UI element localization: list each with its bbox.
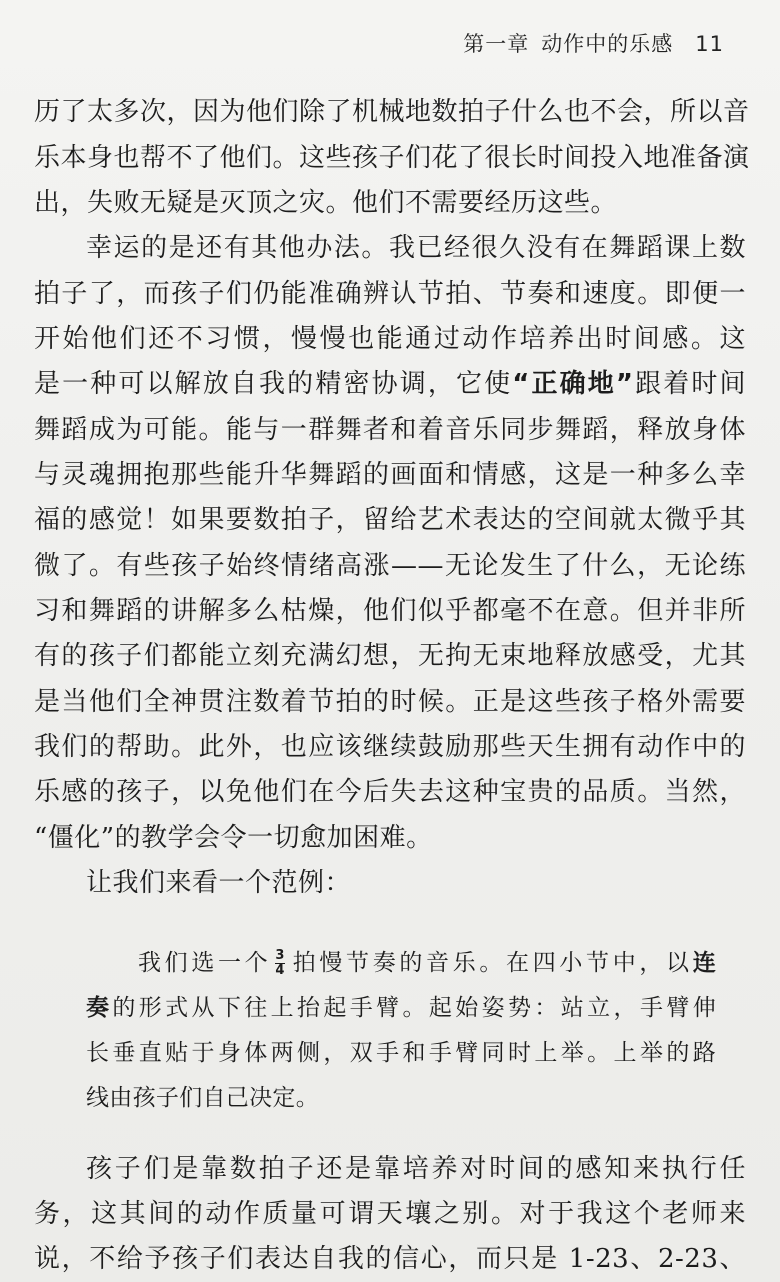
running-header	[463, 28, 724, 58]
example-line: 线由孩子们自己决定。	[86, 1085, 319, 1111]
text-span: 的形式从下往上抬起手臂。起始姿势：站立，手臂伸	[112, 995, 716, 1021]
text-span: 跟着时间	[633, 369, 746, 399]
text-line: 是当他们全神贯注数着节拍的时候。正是这些孩子格外需要	[34, 687, 746, 717]
emphasis-text: “正确地”	[512, 369, 634, 399]
text-line: 让我们来看一个范例：	[86, 868, 352, 898]
text-line: 孩子们是靠数拍子还是靠培养对时间的感知来执行任	[86, 1154, 746, 1184]
text-line: 历了太多次，因为他们除了机械地数拍子什么也不会，所以音	[34, 97, 750, 127]
text-line: 开始他们还不习惯，慢慢也能通过动作培养出时间感。这	[34, 324, 746, 354]
text-line: 务，这其间的动作质量可谓天壤之别。对于我这个老师来	[34, 1199, 746, 1229]
text-line: “僵化”的教学会令一切愈加困难。	[34, 823, 433, 853]
page-number: 11	[695, 32, 724, 56]
example-line	[86, 993, 716, 1023]
text-line: 拍子了，而孩子们仍能准确辨认节拍、节奏和速度。即便一	[34, 279, 746, 309]
text-line: 出，失败无疑是灭顶之灾。他们不需要经历这些。	[34, 188, 618, 218]
text-line: 有的孩子们都能立刻充满幻想，无拘无束地释放感受，尤其	[34, 641, 746, 671]
text-line: 我们的帮助。此外，也应该继续鼓励那些天生拥有动作中的	[34, 732, 746, 762]
text-line: 乐本身也帮不了他们。这些孩子们花了很长时间投入地准备演	[34, 143, 750, 173]
text-span: 拍慢节奏的音乐。在四小节中，以	[289, 950, 693, 976]
text-line: 幸运的是还有其他办法。我已经很久没有在舞蹈课上数	[86, 233, 746, 263]
text-span: 是一种可以解放自我的精密协调，它使	[34, 369, 513, 399]
text-line: 乐感的孩子，以免他们在今后失去这种宝贵的品质。当然，	[34, 777, 746, 807]
time-signature	[275, 950, 285, 977]
example-line	[138, 948, 716, 978]
chapter-title: 动作中的乐感	[541, 32, 674, 56]
time-signature-top: 3	[275, 948, 285, 963]
chapter-label: 第一章	[463, 32, 530, 56]
text-line: 与灵魂拥抱那些能升华舞蹈的画面和情感，这是一种多么幸	[34, 460, 746, 490]
emphasis-text: 连	[692, 950, 717, 976]
text-line	[34, 369, 746, 399]
example-line: 长垂直贴于身体两侧，双手和手臂同时上举。上举的路	[86, 1040, 716, 1066]
text-line: 说，不给予孩子们表达自我的信心，而只是 1-23、2-23、	[34, 1244, 746, 1274]
text-line: 微了。有些孩子始终情绪高涨——无论发生了什么，无论练	[34, 551, 746, 581]
text-span: 我们选一个	[138, 950, 272, 976]
text-line: 习和舞蹈的讲解多么枯燥，他们似乎都毫不在意。但并非所	[34, 596, 746, 626]
text-line: 福的感觉！如果要数拍子，留给艺术表达的空间就太微乎其	[34, 505, 746, 535]
text-line: 舞蹈成为可能。能与一群舞者和着音乐同步舞蹈，释放身体	[34, 415, 746, 445]
emphasis-text: 奏	[86, 995, 113, 1021]
time-signature-bottom: 4	[275, 963, 285, 978]
